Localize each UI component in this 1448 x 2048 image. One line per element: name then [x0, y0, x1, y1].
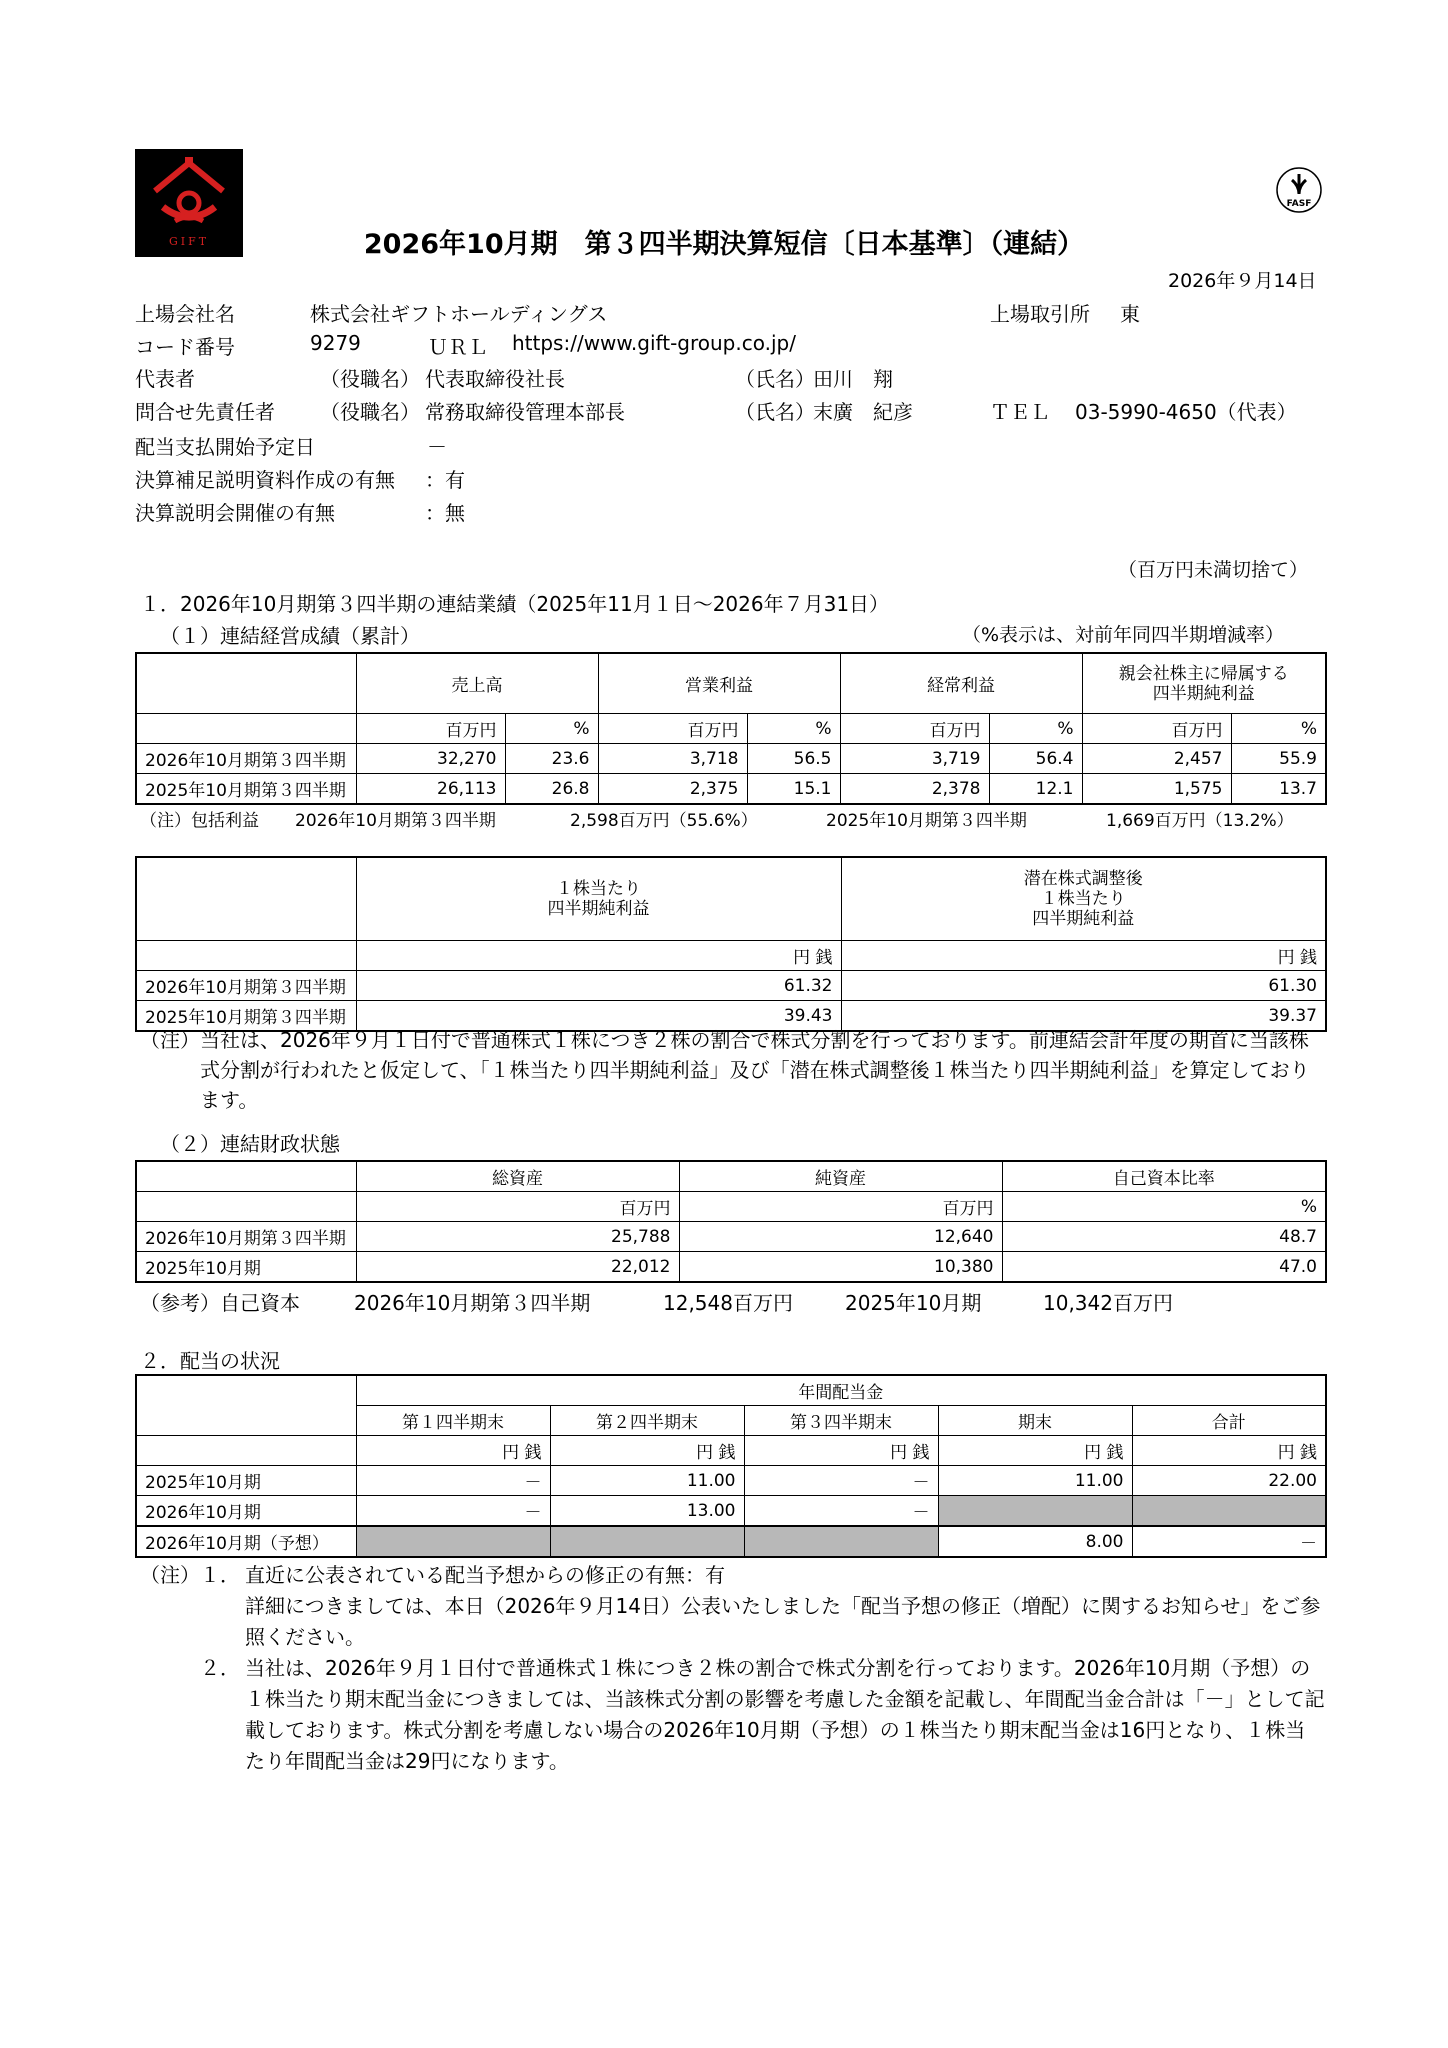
unit-cell: %	[747, 714, 840, 744]
contact-title-label: （役職名）	[320, 400, 420, 424]
comp-income-label: （注）包括利益	[140, 811, 259, 831]
comp-income-value2: 1,669百万円（13.2%）	[1106, 811, 1294, 831]
row-label: 2026年10月期第３四半期	[136, 971, 356, 1001]
q1-dividend: －	[356, 1466, 550, 1496]
row-label: 2026年10月期第３四半期	[136, 1222, 356, 1252]
q1-dividend: －	[356, 1496, 550, 1527]
tel-label: ＴＥＬ	[990, 400, 1050, 424]
ord-income-value: 3,719	[840, 744, 989, 774]
financial-position-table	[135, 1160, 1327, 1283]
header-diluted-line2: １株当たり	[1040, 889, 1126, 909]
table-row	[136, 971, 1326, 1001]
financial-position-subtitle: （２）連結財政状態	[160, 1132, 340, 1156]
header-q2-end: 第２四半期末	[550, 1406, 744, 1436]
total-assets-value: 25,788	[356, 1222, 679, 1252]
exchange-value: 東	[1120, 302, 1140, 326]
q2-dividend: 11.00	[550, 1466, 744, 1496]
dividend-start-value: －	[427, 435, 447, 459]
q3-dividend: －	[744, 1496, 938, 1527]
equity-ref-period1: 2026年10月期第３四半期	[354, 1291, 591, 1315]
exchange-label: 上場取引所	[990, 302, 1090, 326]
rounding-note: （百万円未満切捨て）	[1118, 559, 1309, 581]
header-annual-dividend: 年間配当金	[356, 1375, 1326, 1406]
div-note2-text: 当社は、2026年９月１日付で普通株式１株につき２株の割合で株式分割を行っております。2026年10月期（予想）の１株当たり期末配当金につきましては、当該株式分割の影響を考慮した金額を記載し、年間配当金合計は「－」として記載しております。株式分割を考慮しない場合の2026年10月期（予想）の１株当たり期末配当金は16円となり、１株当たり年間配当金は29円になります。	[245, 1656, 1325, 1773]
supp-material-value: ：有	[425, 468, 465, 492]
listed-label: 上場会社名	[135, 302, 235, 326]
header-total-assets: 総資産	[356, 1161, 679, 1192]
eps-note-label: （注）	[140, 1028, 200, 1052]
total-assets-value: 22,012	[356, 1252, 679, 1283]
unit-row	[136, 1436, 1326, 1466]
unit-label-cell	[136, 941, 356, 971]
div-note1-text: 直近に公表されている配当予想からの修正の有無：有	[245, 1563, 725, 1587]
div-annual-header-row	[136, 1375, 1326, 1406]
row-label: 2025年10月期	[136, 1466, 356, 1496]
rep-name-label: （氏名）	[735, 367, 815, 391]
header-year-end: 期末	[938, 1406, 1132, 1436]
header-net-income-line2: 四半期純利益	[1152, 683, 1255, 704]
equity-ref-label: （参考）自己資本	[140, 1291, 300, 1315]
header-empty-cell	[136, 857, 356, 941]
url-label: ＵＲＬ	[428, 335, 488, 359]
eps-value: 39.43	[356, 1001, 841, 1032]
equity-ref-value1: 12,548百万円	[663, 1291, 793, 1315]
unit-label-cell	[136, 1192, 356, 1222]
section1-title: １．2026年10月期第３四半期の連結業績（2025年11月１日～2026年７月31日）	[140, 592, 890, 616]
fasf-text: FASF	[1286, 199, 1312, 209]
year-end-dividend-shaded	[938, 1496, 1132, 1527]
row-label: 2026年10月期第３四半期	[136, 744, 356, 774]
equity-ref-value2: 10,342百万円	[1043, 1291, 1173, 1315]
contact-title: 常務取締役管理本部長	[425, 400, 625, 424]
comp-income-value1: 2,598百万円（55.6%）	[570, 811, 758, 831]
ord-income-pct: 12.1	[989, 774, 1082, 805]
table-row	[136, 1496, 1326, 1527]
unit-cell: 百万円	[1082, 714, 1231, 744]
unit-cell: 円 銭	[356, 941, 841, 971]
url-link[interactable]: https://www.gift-group.co.jp/	[512, 331, 796, 355]
logo-text: GIFT	[168, 235, 210, 248]
equity-ratio-value: 47.0	[1002, 1252, 1326, 1283]
unit-cell: 円 銭	[356, 1436, 550, 1466]
row-label: 2025年10月期	[136, 1252, 356, 1283]
op-income-value: 2,375	[598, 774, 747, 805]
unit-cell: %	[1231, 714, 1326, 744]
header-total: 合計	[1132, 1406, 1326, 1436]
unit-cell: 百万円	[679, 1192, 1002, 1222]
contact-label: 問合せ先責任者	[135, 400, 275, 424]
total-dividend: 22.00	[1132, 1466, 1326, 1496]
rep-name: 田川 翔	[813, 367, 893, 391]
comp-income-period2: 2025年10月期第３四半期	[826, 811, 1027, 831]
code-label: コード番号	[135, 335, 235, 359]
unit-cell: 百万円	[840, 714, 989, 744]
ord-income-value: 2,378	[840, 774, 989, 805]
results-header-row	[136, 653, 1326, 714]
net-income-value: 2,457	[1082, 744, 1231, 774]
row-label: 2026年10月期	[136, 1496, 356, 1527]
document-title: 2026年10月期 第３四半期決算短信〔日本基準〕（連結）	[363, 229, 1085, 260]
unit-row	[136, 714, 1326, 744]
op-income-pct: 15.1	[747, 774, 840, 805]
listed-value: 株式会社ギフトホールディングス	[310, 302, 608, 326]
row-label: 2026年10月期（予想）	[136, 1526, 356, 1557]
table-row	[136, 774, 1326, 805]
unit-cell: 円 銭	[550, 1436, 744, 1466]
row-label: 2025年10月期第３四半期	[136, 1001, 356, 1032]
supp-material-label: 決算補足説明資料作成の有無	[135, 468, 395, 492]
publish-date: 2026年９月14日	[1168, 270, 1317, 292]
header-ordinary-income: 経常利益	[840, 653, 1082, 714]
div-notes-label: （注）	[140, 1563, 200, 1587]
sales-value: 32,270	[356, 744, 505, 774]
contact-name-label: （氏名）	[735, 400, 815, 424]
q3-dividend: －	[744, 1466, 938, 1496]
header-diluted-line1: 潜在株式調整後	[1023, 869, 1143, 889]
eps-note-text: 当社は、2026年９月１日付で普通株式１株につき２株の割合で株式分割を行っております。前連結会計年度の期首に当該株式分割が行われたと仮定して、「１株当たり四半期純利益」及び「潜在株式調整後１株当たり四半期純利益」を算定しております。	[200, 1028, 1310, 1112]
eps-header-row	[136, 857, 1326, 941]
code-value: 9279	[310, 331, 361, 355]
table-row	[136, 1526, 1326, 1557]
diluted-eps-value: 39.37	[841, 1001, 1326, 1032]
header-net-income-line1: 親会社株主に帰属する	[1118, 663, 1289, 684]
table-row	[136, 1466, 1326, 1496]
header-net-income	[1082, 653, 1326, 714]
op-income-value: 3,718	[598, 744, 747, 774]
header-diluted-line3: 四半期純利益	[1032, 909, 1135, 929]
eps-value: 61.32	[356, 971, 841, 1001]
table-row	[136, 1252, 1326, 1283]
q1-dividend-shaded	[356, 1526, 550, 1557]
diluted-eps-value: 61.30	[841, 971, 1326, 1001]
sales-pct: 26.8	[505, 774, 598, 805]
q2-dividend-shaded	[550, 1526, 744, 1557]
div-note2-num: ２．	[200, 1656, 240, 1680]
year-end-dividend: 8.00	[938, 1526, 1132, 1557]
briefing-value: ：無	[425, 501, 465, 525]
net-assets-value: 10,380	[679, 1252, 1002, 1283]
unit-label-cell	[136, 714, 356, 744]
equity-ref-period2: 2025年10月期	[845, 1291, 982, 1315]
ord-income-pct: 56.4	[989, 744, 1082, 774]
header-equity-ratio: 自己資本比率	[1002, 1161, 1326, 1192]
header-operating-income: 営業利益	[598, 653, 840, 714]
table-row	[136, 744, 1326, 774]
op-income-pct: 56.5	[747, 744, 840, 774]
unit-cell: 円 銭	[744, 1436, 938, 1466]
row-label: 2025年10月期第３四半期	[136, 774, 356, 805]
eps-table	[135, 856, 1327, 1032]
results-subtitle: （１）連結経営成績（累計）	[160, 624, 420, 648]
header-empty-cell	[136, 1161, 356, 1192]
sales-pct: 23.6	[505, 744, 598, 774]
header-eps-line1: １株当たり	[556, 879, 641, 899]
rep-title-label: （役職名）	[320, 367, 420, 391]
unit-cell: 百万円	[598, 714, 747, 744]
q3-dividend-shaded	[744, 1526, 938, 1557]
header-sales: 売上高	[356, 653, 598, 714]
q2-dividend: 13.00	[550, 1496, 744, 1527]
unit-cell: 百万円	[356, 1192, 679, 1222]
equity-ratio-value: 48.7	[1002, 1222, 1326, 1252]
fin-header-row	[136, 1161, 1326, 1192]
year-end-dividend: 11.00	[938, 1466, 1132, 1496]
header-q3-end: 第３四半期末	[744, 1406, 938, 1436]
rep-title: 代表取締役社長	[425, 367, 565, 391]
unit-label-cell	[136, 1436, 356, 1466]
unit-cell: 円 銭	[841, 941, 1326, 971]
table-row	[136, 1222, 1326, 1252]
unit-row	[136, 941, 1326, 971]
dividends-table	[135, 1374, 1327, 1558]
briefing-label: 決算説明会開催の有無	[135, 501, 335, 525]
unit-row	[136, 1192, 1326, 1222]
total-dividend-shaded	[1132, 1496, 1326, 1527]
header-net-assets: 純資産	[679, 1161, 1002, 1192]
div-note1-num: １．	[200, 1563, 240, 1587]
net-assets-value: 12,640	[679, 1222, 1002, 1252]
header-empty-cell	[136, 1375, 356, 1436]
operating-results-table	[135, 652, 1327, 805]
section2-title: ２．配当の状況	[140, 1349, 280, 1373]
sales-value: 26,113	[356, 774, 505, 805]
header-q1-end: 第１四半期末	[356, 1406, 550, 1436]
dividend-start-label: 配当支払開始予定日	[135, 435, 315, 459]
net-income-pct: 13.7	[1231, 774, 1326, 805]
unit-cell: 円 銭	[938, 1436, 1132, 1466]
header-eps	[356, 857, 841, 941]
fasf-mark	[1272, 166, 1326, 216]
rep-label: 代表者	[135, 367, 195, 391]
net-income-pct: 55.9	[1231, 744, 1326, 774]
unit-cell: %	[505, 714, 598, 744]
tel-value: 03-5990-4650（代表）	[1075, 400, 1297, 424]
total-dividend: －	[1132, 1526, 1326, 1557]
header-diluted-eps	[841, 857, 1326, 941]
comp-income-period1: 2026年10月期第３四半期	[295, 811, 496, 831]
unit-cell: %	[1002, 1192, 1326, 1222]
net-income-value: 1,575	[1082, 774, 1231, 805]
unit-cell: 円 銭	[1132, 1436, 1326, 1466]
contact-name: 末廣 紀彦	[813, 400, 913, 424]
header-empty-cell	[136, 653, 356, 714]
unit-cell: 百万円	[356, 714, 505, 744]
header-eps-line2: 四半期純利益	[547, 899, 650, 919]
div-note1-detail: 詳細につきましては、本日（2026年９月14日）公表いたしました「配当予想の修正（増配）に関するお知らせ」をご参照ください。	[245, 1594, 1321, 1649]
results-note: （%表示は、対前年同四半期増減率）	[962, 624, 1285, 646]
unit-cell: %	[989, 714, 1082, 744]
